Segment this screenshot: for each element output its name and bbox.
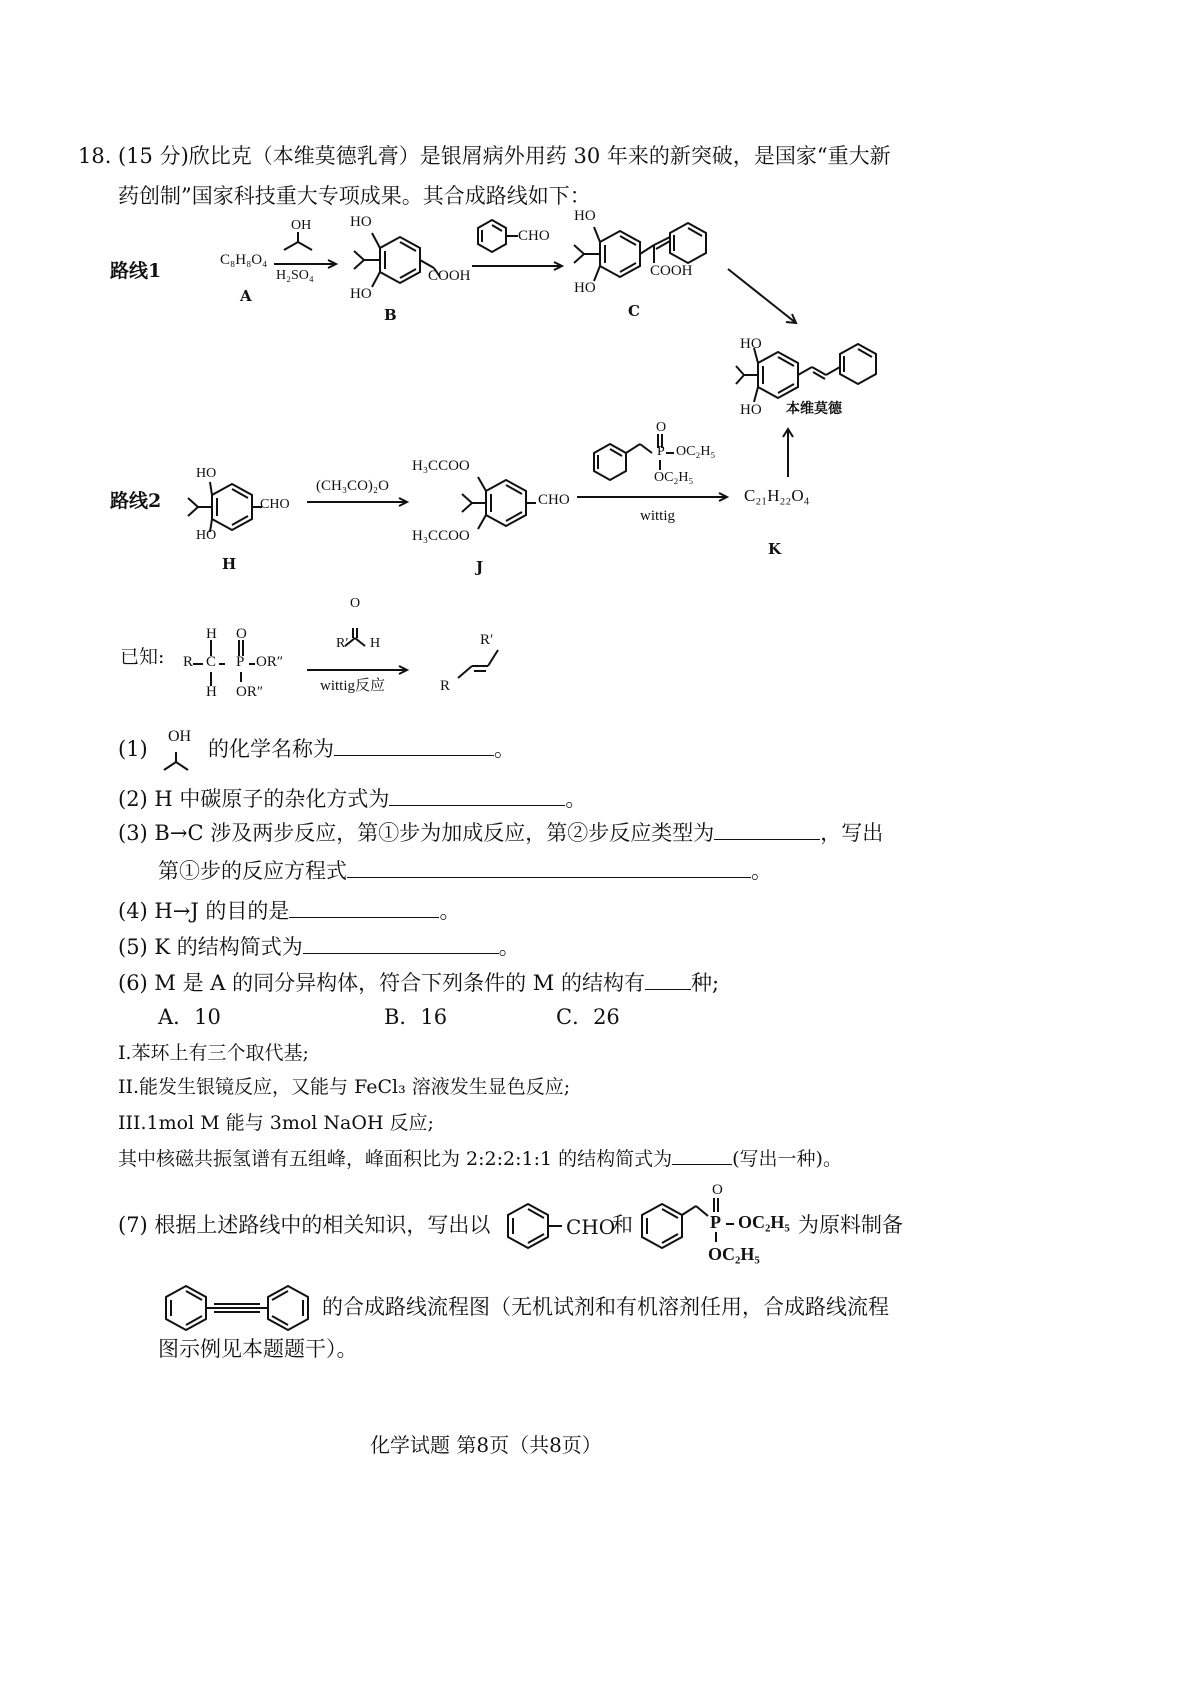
q6-count-blank[interactable]: [645, 971, 691, 990]
arrow-j-to-k: [575, 490, 735, 504]
q2-text: (2) H 中碳原子的杂化方式为 。: [118, 787, 587, 811]
q7-oet1: OC₂H₅: [738, 1212, 790, 1232]
compound-j-top: H₃CCOO: [412, 458, 470, 474]
reagent-oh: OH: [291, 218, 312, 233]
q3-line1: (3) B→C 涉及两步反应，第①步为加成反应，第②步反应类型为 ，写出: [118, 821, 884, 845]
q7-and: 和: [612, 1213, 633, 1237]
product-oh-top: HO: [740, 336, 762, 352]
q4-answer-blank[interactable]: [289, 899, 439, 918]
reagent-acetic-anhydride: (CH₃CO)₂O: [316, 478, 389, 494]
known-h-bottom: H: [206, 684, 217, 700]
q7-cho: CHO: [566, 1215, 616, 1239]
known-h-top: H: [206, 626, 217, 642]
compound-a-formula: C₈H₈O₄: [220, 252, 268, 268]
q3-equation-blank[interactable]: [347, 859, 751, 878]
q7-diphenylacetylene: [158, 1278, 328, 1338]
wittig-label: wittig: [640, 508, 676, 524]
compound-j-bottom: H₃CCOO: [412, 528, 470, 544]
wittig-reaction-label: wittig反应: [320, 678, 386, 694]
q3-line2: 第①步的反应方程式 。: [158, 859, 772, 883]
compound-k-label: K: [768, 540, 782, 558]
q6-nmr-blank[interactable]: [672, 1146, 732, 1165]
phosphonate-p: P: [657, 444, 665, 459]
q7-oet2: OC₂H₅: [708, 1244, 760, 1264]
route2-label: 路线2: [110, 490, 162, 512]
q7-text-c: 的合成路线流程图（无机试剂和有机溶剂任用，合成路线流程: [322, 1295, 889, 1319]
q6-condition-3: III.1mol M 能与 3mol NaOH 反应;: [118, 1112, 434, 1134]
alkene-r2: R′: [480, 632, 494, 648]
product-name: 本维莫德: [786, 401, 842, 417]
question-intro-line2: 药创制”国家科技重大专项成果。其合成路线如下：: [118, 184, 591, 208]
compound-h-structure: [172, 462, 312, 552]
compound-b-oh-bottom: HO: [350, 286, 372, 302]
q5-answer-blank[interactable]: [303, 935, 499, 954]
known-p: P: [236, 654, 245, 670]
compound-c-oh-bottom: HO: [574, 280, 596, 296]
q1-answer-blank[interactable]: [334, 737, 494, 756]
phosphonate-oet1: OC₂H₅: [676, 444, 716, 459]
compound-c-cooh: COOH: [650, 263, 693, 279]
q6-option-a[interactable]: A．10: [158, 1005, 221, 1029]
known-or2: OR″: [236, 684, 264, 700]
compound-b-label: B: [384, 306, 397, 324]
aldehyde-h: H: [370, 636, 381, 651]
known-label: 已知:: [120, 646, 165, 668]
q4-text: (4) H→J 的目的是 。: [118, 899, 461, 923]
known-o: O: [236, 626, 247, 642]
q1-number: (1): [118, 737, 148, 761]
alkene-r: R: [440, 678, 451, 694]
q1-text: 的化学名称为 。: [208, 737, 515, 761]
q6-nmr-text: 其中核磁共振氢谱有五组峰，峰面积比为 2:2:2:1:1 的结构简式为 (写出一种)。: [118, 1148, 842, 1170]
question-intro-line1: (15 分)欣比克（本维莫德乳膏）是银屑病外用药 30 年来的新突破，是国家“重大新: [118, 144, 891, 168]
q7-text-d: 图示例见本题题干）。: [158, 1337, 358, 1361]
aldehyde-o: O: [350, 596, 361, 611]
phosphonate-o: O: [656, 420, 667, 435]
compound-h-label: H: [222, 555, 237, 573]
q6-option-c[interactable]: C．26: [556, 1005, 620, 1029]
known-r: R: [183, 654, 194, 670]
compound-h-oh-bottom: HO: [196, 528, 217, 543]
q1-isopropanol: [160, 740, 200, 780]
compound-k-formula: C₂₁H₂₂O₄: [744, 486, 810, 505]
aldehyde-r: R′: [336, 636, 349, 651]
q3-reaction-type-blank[interactable]: [714, 821, 820, 840]
q6-condition-2: II.能发生银镜反应，又能与 FeCl₃ 溶液发生显色反应;: [118, 1076, 571, 1098]
q6-text: (6) M 是 A 的同分异构体，符合下列条件的 M 的结构有 种;: [118, 971, 720, 995]
arrow-c-to-product: [720, 265, 810, 335]
question-number: 18.: [78, 144, 112, 168]
q2-answer-blank[interactable]: [389, 787, 565, 806]
q7-text-b: 为原料制备: [798, 1213, 903, 1237]
compound-a-label: A: [240, 287, 252, 305]
q7-benzaldehyde: [500, 1196, 570, 1256]
compound-h-cho: CHO: [260, 497, 290, 512]
q6-condition-1: I.苯环上有三个取代基;: [118, 1042, 309, 1064]
reagent-h2so4: H₂SO₄: [276, 268, 314, 283]
q7-p: P: [710, 1212, 721, 1232]
reagent-bc-cho: CHO: [518, 228, 550, 244]
compound-c-label: C: [628, 302, 640, 320]
q7-p-o: O: [712, 1182, 723, 1198]
phosphonate-oet2: OC₂H₅: [654, 470, 694, 485]
q6-option-b[interactable]: B．16: [384, 1005, 448, 1029]
compound-h-oh-top: HO: [196, 466, 217, 481]
compound-b-cooh: COOH: [428, 268, 471, 284]
route1-label: 路线1: [110, 260, 162, 282]
known-or1: OR″: [256, 654, 284, 670]
q1-oh: OH: [168, 728, 192, 745]
arrow-h-to-j: [305, 496, 415, 508]
product-oh-bottom: HO: [740, 402, 762, 418]
compound-c-oh-top: HO: [574, 208, 596, 224]
compound-j-label: J: [476, 558, 484, 576]
arrow-k-to-product: [778, 425, 798, 480]
compound-b-oh-top: HO: [350, 214, 372, 230]
page-footer: 化学试题 第8页（共8页）: [370, 1433, 602, 1457]
known-c: C: [206, 654, 217, 670]
q5-text: (5) K 的结构简式为 。: [118, 935, 520, 959]
compound-j-cho: CHO: [538, 492, 570, 508]
q7-text-a: (7) 根据上述路线中的相关知识，写出以: [118, 1213, 491, 1237]
